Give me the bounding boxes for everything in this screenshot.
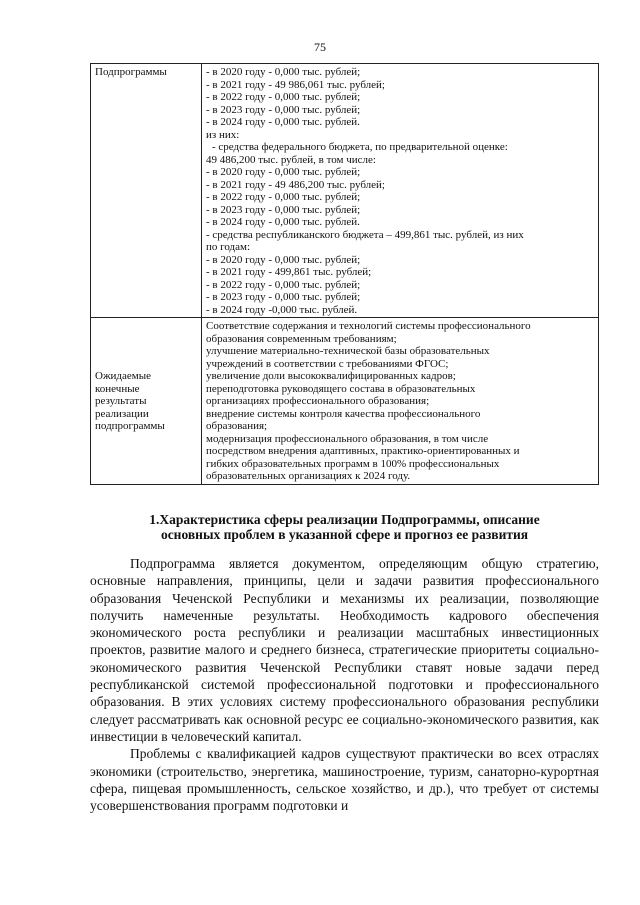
funding-line: - в 2021 году - 49 486,200 тыс. рублей; <box>206 178 385 191</box>
label-line: конечные <box>95 382 140 395</box>
paragraph: Проблемы с квалификацией кадров существуют практически во всех отраслях экономики (строительство, энергетика, машиностроение, туризм, санаторно-курортная сфера, пищевая промышленность, сельское хозяйство, и др.), что требует от системы усовершенствования программ подготовки и <box>90 746 599 814</box>
subprogram-passport-table <box>90 63 599 485</box>
page-number: 75 <box>314 40 326 54</box>
funding-line: по годам: <box>206 241 251 253</box>
funding-line: - в 2020 году - 0,000 тыс. рублей; <box>206 66 361 78</box>
table-row-funding <box>91 64 599 318</box>
result-line: образования современным требованиям; <box>206 332 397 345</box>
section-title-line: 1.Характеристика сферы реализации Подпрограммы, описание <box>149 512 540 527</box>
result-line: переподготовка руководящего состава в образовательных <box>206 382 476 395</box>
funding-line: - средства республиканского бюджета – 499,861 тыс. рублей, из них <box>206 228 524 241</box>
result-line: образовательных организациях к 2024 году. <box>206 470 411 482</box>
funding-line: - в 2021 году - 499,861 тыс. рублей; <box>206 266 372 278</box>
section-title-line: основных проблем в указанной сфере и прогноз ее развития <box>160 527 529 542</box>
row-label-subprograms: Подпрограммы <box>91 64 202 318</box>
table-row-expected-results <box>91 318 599 485</box>
result-line: Соответствие содержания и технологий системы профессионального <box>206 320 531 332</box>
funding-line: - в 2023 году - 0,000 тыс. рублей; <box>206 103 361 116</box>
result-line: учреждений в соответствии с требованиями ФГОС; <box>206 357 449 370</box>
funding-cell <box>202 64 599 318</box>
funding-line: - в 2024 году - 0,000 тыс. рублей. <box>206 216 360 228</box>
funding-line: 49 486,200 тыс. рублей, в том числе: <box>206 153 376 166</box>
funding-line: из них: <box>206 128 240 141</box>
result-line: организациях профессионального образования; <box>206 395 430 407</box>
label-line: Ожидаемые <box>95 370 152 382</box>
expected-results-cell <box>202 318 599 485</box>
funding-line: - в 2022 году - 0,000 тыс. рублей; <box>206 91 361 103</box>
section-title <box>90 512 599 542</box>
result-line: внедрение системы контроля качества профессионального <box>206 407 481 420</box>
funding-line: - в 2020 году - 0,000 тыс. рублей; <box>206 166 361 178</box>
result-line: посредством внедрения адаптивных, практико-ориентированных и <box>206 445 520 457</box>
funding-line: - в 2023 году - 0,000 тыс. рублей; <box>206 291 361 303</box>
funding-line: - в 2024 году -0,000 тыс. рублей. <box>206 303 358 316</box>
funding-line: - в 2021 году - 49 986,061 тыс. рублей; <box>206 78 385 91</box>
funding-line: - средства федерального бюджета, по предварительной оценке: <box>212 141 508 153</box>
funding-line: - в 2022 году - 0,000 тыс. рублей; <box>206 191 361 203</box>
label-line: подпрограммы <box>95 420 165 432</box>
result-line: гибких образовательных программ в 100% профессиональных <box>206 457 500 470</box>
result-line: образования; <box>206 420 268 432</box>
row-label-expected-results <box>91 318 202 485</box>
body-text <box>90 555 599 814</box>
label-line: реализации <box>95 407 149 420</box>
funding-line: - в 2024 году - 0,000 тыс. рублей. <box>206 116 360 128</box>
result-line: улучшение материально-технической базы образовательных <box>206 345 490 357</box>
funding-line: - в 2022 году - 0,000 тыс. рублей; <box>206 278 361 291</box>
funding-line: - в 2023 году - 0,000 тыс. рублей; <box>206 203 361 216</box>
result-line: увеличение доли высококвалифицированных кадров; <box>206 370 456 382</box>
result-line: модернизация профессионального образования, в том числе <box>206 432 489 445</box>
label-line: результаты <box>95 395 147 407</box>
funding-line: - в 2020 году - 0,000 тыс. рублей; <box>206 253 361 266</box>
paragraph: Подпрограмма является документом, определяющим общую стратегию, основные направления, принципы, цели и задачи развития профессионального образования Чеченской Республики и механизмы их реализации, позволяющие получить намеченные результаты. Необходимость кадрового обеспечения экономического роста республики и реализации масштабных инвестиционных проектов, развитие малого и среднего бизнеса, стратегические приоритеты социально-экономического развития Чеченской Республики ставят новые задачи перед республиканской системой профессиональной подготовки и профессионального образования. В этих условиях систему профессионального образования республики следует рассматривать как основной ресурс ее социально-экономического развития, как инвестиции в человеческий капитал. <box>90 556 599 744</box>
